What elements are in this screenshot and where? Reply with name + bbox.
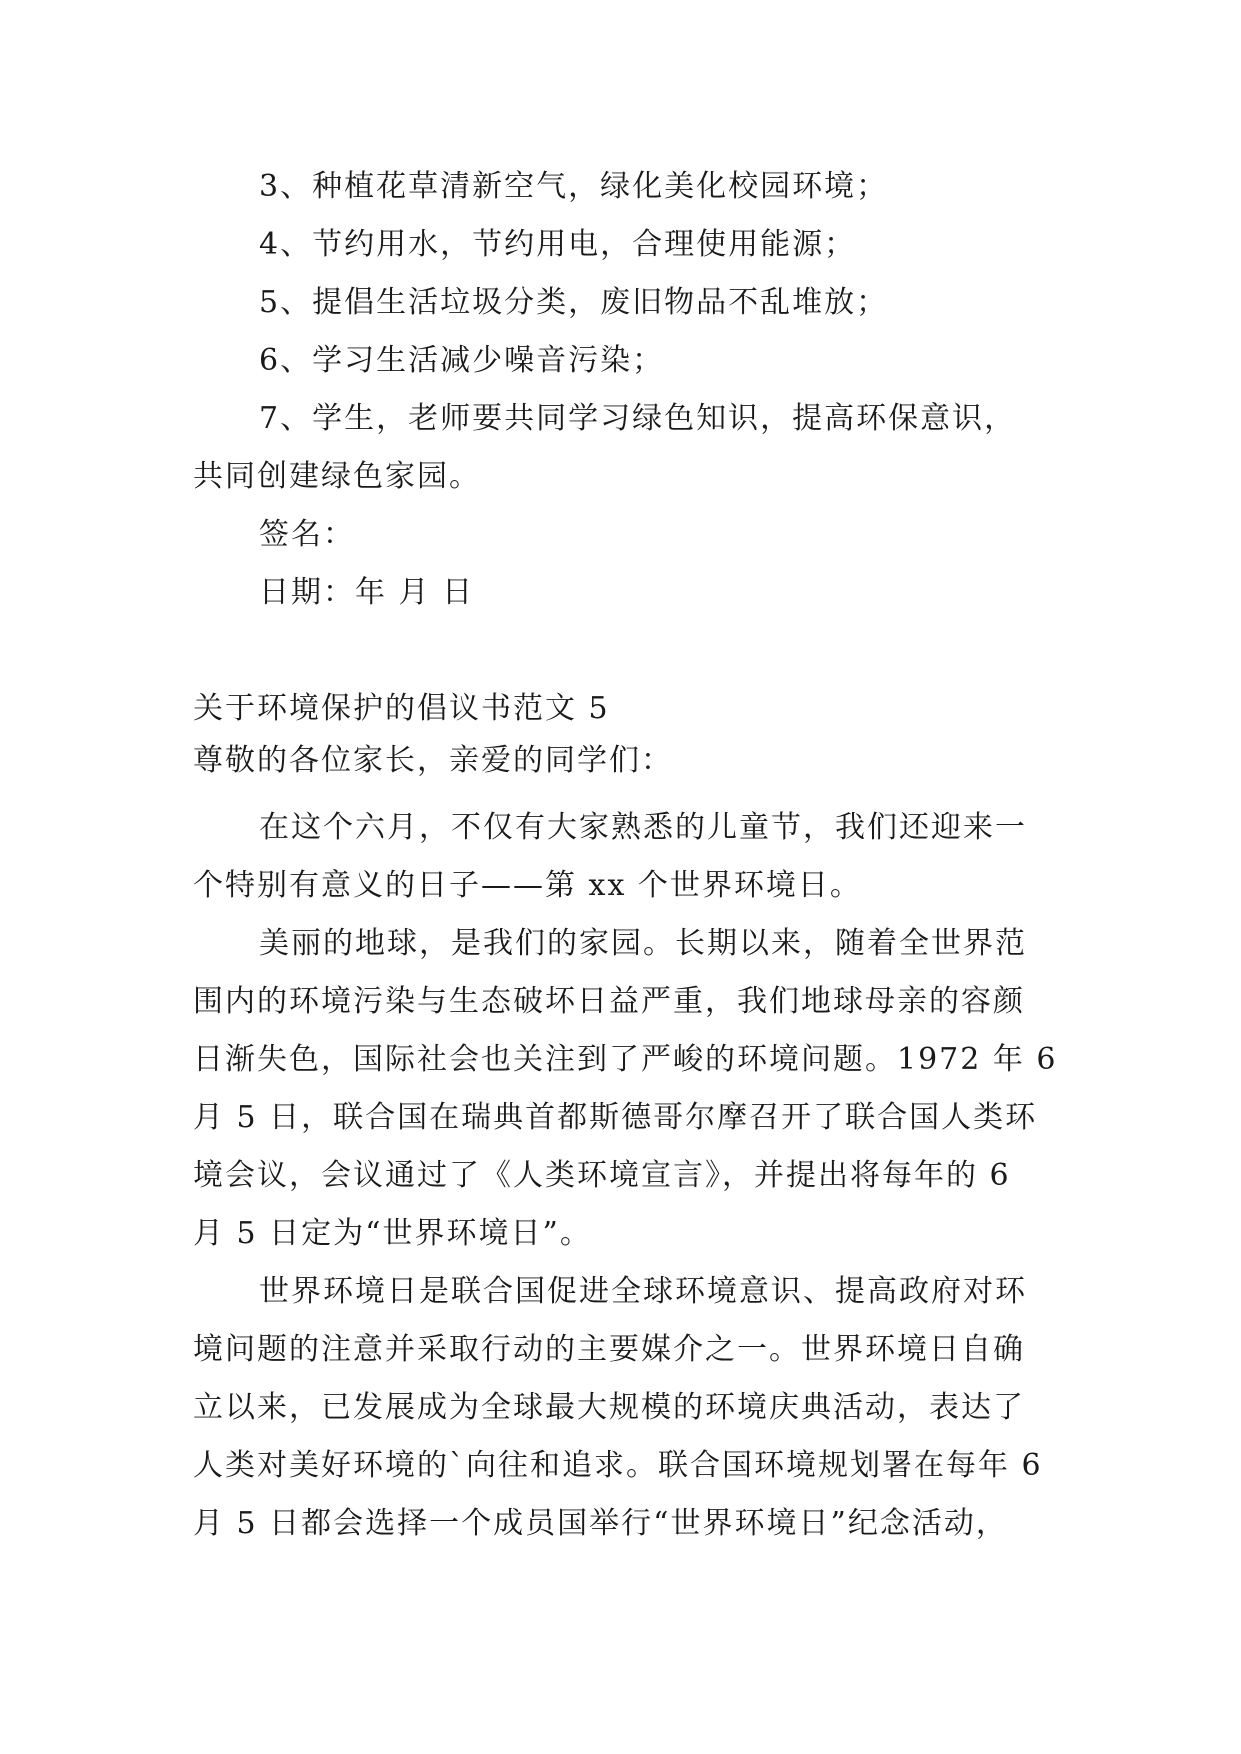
paragraph-3-line-5: 月 5 日都会选择一个成员国举行“世界环境日”纪念活动， bbox=[193, 1506, 1008, 1541]
list-item-6: 6、学习生活减少噪音污染； bbox=[259, 343, 665, 378]
signature-label: 签名： bbox=[259, 517, 355, 552]
list-item-7-continuation: 共同创建绿色家园。 bbox=[193, 459, 481, 494]
paragraph-3-line-2: 境问题的注意并采取行动的主要媒介之一。世界环境日自确 bbox=[193, 1332, 1025, 1367]
section-title: 关于环境保护的倡议书范文 5 bbox=[193, 691, 610, 726]
paragraph-2-line-6: 月 5 日定为“世界环境日”。 bbox=[193, 1216, 592, 1251]
paragraph-2-line-1: 美丽的地球，是我们的家园。长期以来，随着全世界范 bbox=[259, 926, 1027, 961]
paragraph-2-line-2: 围内的环境污染与生态破坏日益严重，我们地球母亲的容颜 bbox=[193, 984, 1025, 1019]
paragraph-2-line-5: 境会议，会议通过了《人类环境宣言》，并提出将每年的 6 bbox=[193, 1158, 1011, 1193]
salutation: 尊敬的各位家长，亲爱的同学们： bbox=[193, 743, 673, 778]
list-item-7: 7、学生，老师要共同学习绿色知识，提高环保意识， bbox=[259, 401, 1017, 436]
paragraph-1-line-1: 在这个六月，不仅有大家熟悉的儿童节，我们还迎来一 bbox=[259, 810, 1027, 845]
date-label: 日期：年 月 日 bbox=[259, 575, 475, 610]
paragraph-3-line-1: 世界环境日是联合国促进全球环境意识、提高政府对环 bbox=[259, 1274, 1027, 1309]
paragraph-2-line-3: 日渐失色，国际社会也关注到了严峻的环境问题。1972 年 6 bbox=[193, 1042, 1058, 1077]
paragraph-1-line-2: 个特别有意义的日子——第 xx 个世界环境日。 bbox=[193, 868, 862, 903]
list-item-3: 3、种植花草清新空气，绿化美化校园环境； bbox=[259, 169, 889, 204]
list-item-5: 5、提倡生活垃圾分类，废旧物品不乱堆放； bbox=[259, 285, 889, 320]
list-item-4: 4、节约用水，节约用电，合理使用能源； bbox=[259, 227, 857, 262]
paragraph-3-line-4: 人类对美好环境的`向往和追求。联合国环境规划署在每年 6 bbox=[193, 1448, 1043, 1483]
paragraph-2-line-4: 月 5 日，联合国在瑞典首都斯德哥尔摩召开了联合国人类环 bbox=[193, 1100, 1038, 1135]
paragraph-3-line-3: 立以来，已发展成为全球最大规模的环境庆典活动，表达了 bbox=[193, 1390, 1025, 1425]
